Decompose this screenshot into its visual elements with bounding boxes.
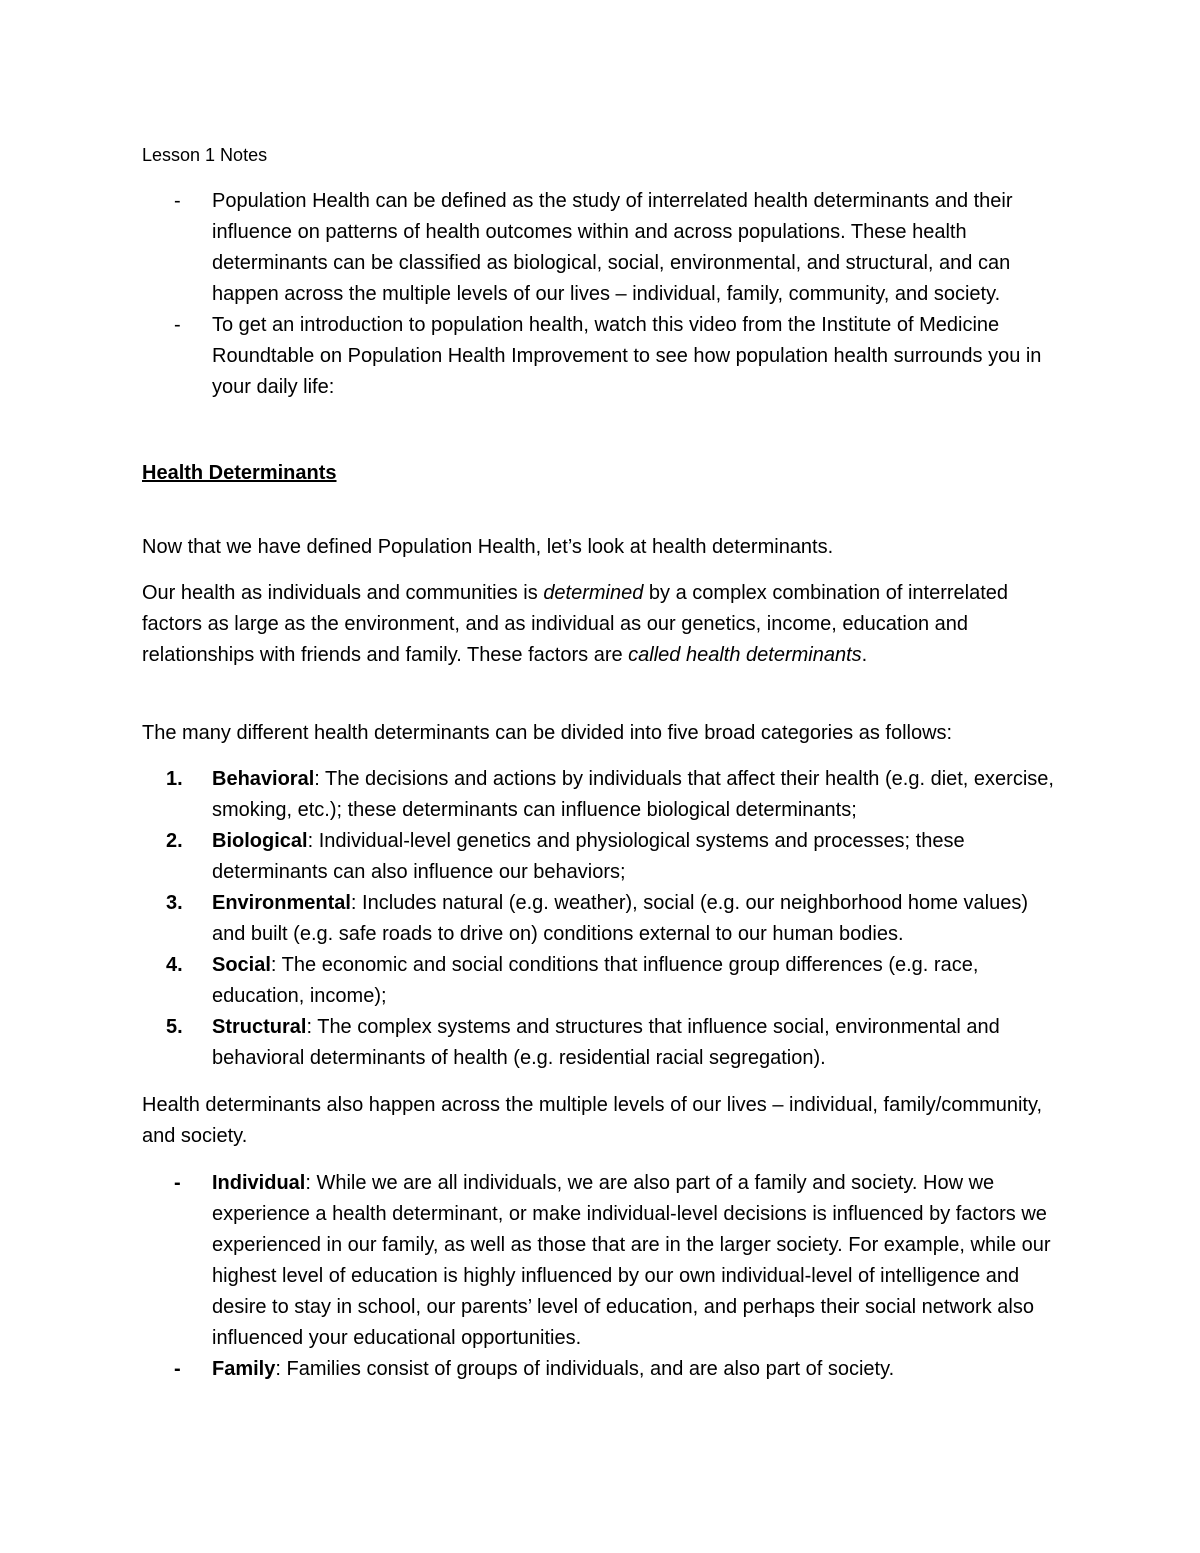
category-term: Structural (212, 1016, 307, 1038)
level-term: Individual (212, 1172, 306, 1194)
categories-numbered-list (142, 764, 1062, 1074)
bullet-marker: - (174, 1358, 181, 1380)
text-run-italic: called health determinants (628, 644, 862, 666)
list-number: 1. (166, 768, 183, 790)
list-number: 2. (166, 830, 183, 852)
category-term: Social (212, 954, 271, 976)
category-text: : The decisions and actions by individuals that affect their health (e.g. diet, exercise, smoking, etc.); these determinants can influence biological determinants; (212, 768, 1054, 821)
category-term: Behavioral (212, 768, 315, 790)
levels-bullet-list (142, 1168, 1062, 1385)
category-term: Environmental (212, 892, 351, 914)
level-text: : While we are all individuals, we are also part of a family and society. How we experience a health determinant, or make individual-level decisions is influenced by factors we experienced in our family, as well as those that are in the larger society. For example, while our highest level of education is highly influenced by our own individual-level of intelligence and desire to stay in school, our parents’ level of education, and perhaps their social network also influenced your educational opportunities. (212, 1172, 1051, 1349)
text-run: by a complex combination of interrelated factors as large as the environment, and as individual as our genetics, income, education and relationships with friends and family. These factors are (142, 582, 1009, 666)
text-run: . (861, 644, 868, 666)
bullet-marker: - (174, 190, 181, 212)
section-heading: Health Determinants (142, 462, 337, 484)
paragraph-intro-determinants: Now that we have defined Population Health, let’s look at health determinants. (142, 536, 834, 558)
bullet-marker: - (174, 314, 181, 336)
list-number: 5. (166, 1016, 183, 1038)
category-text: : The economic and social conditions that influence group differences (e.g. race, education, income); (212, 954, 979, 1007)
list-item (142, 826, 1062, 888)
bullet-text: To get an introduction to population health, watch this video from the Institute of Medicine Roundtable on Population Health Improvement to see how population health surrounds you in your daily life: (212, 314, 1042, 398)
category-term: Biological (212, 830, 308, 852)
list-item (142, 310, 1062, 403)
intro-bullet-list (142, 186, 1062, 403)
document-title: Lesson 1 Notes (142, 145, 268, 165)
category-text: : The complex systems and structures that influence social, environmental and behavioral determinants of health (e.g. residential racial segregation). (212, 1016, 1000, 1069)
list-item (142, 1012, 1062, 1074)
category-text: : Includes natural (e.g. weather), social (e.g. our neighborhood home values) and built (e.g. safe roads to drive on) conditions external to our human bodies. (212, 892, 1028, 945)
level-text: : Families consist of groups of individuals, and are also part of society. (275, 1358, 895, 1380)
list-number: 3. (166, 892, 183, 914)
paragraph-determinants-definition (142, 578, 1062, 671)
paragraph-categories-intro: The many different health determinants can be divided into five broad categories as follows: (142, 722, 953, 744)
list-item (142, 950, 1062, 1012)
bullet-text: Population Health can be defined as the study of interrelated health determinants and their influence on patterns of health outcomes within and across populations. These health determinants can be classified as biological, social, environmental, and structural, and can happen across the multiple levels of our lives – individual, family, community, and society. (212, 190, 1013, 305)
list-item (142, 1168, 1062, 1354)
paragraph-levels-intro: Health determinants also happen across the multiple levels of our lives – individual, family/community, and society. (142, 1094, 1043, 1147)
list-item (142, 764, 1062, 826)
list-item (142, 186, 1062, 310)
level-term: Family (212, 1358, 276, 1380)
text-run: Our health as individuals and communities is (142, 582, 544, 604)
text-run-italic: determined (543, 582, 644, 604)
list-item (142, 1354, 1062, 1385)
list-number: 4. (166, 954, 183, 976)
bullet-marker: - (174, 1172, 181, 1194)
category-text: : Individual-level genetics and physiological systems and processes; these determinants can also influence our behaviors; (212, 830, 965, 883)
list-item (142, 888, 1062, 950)
